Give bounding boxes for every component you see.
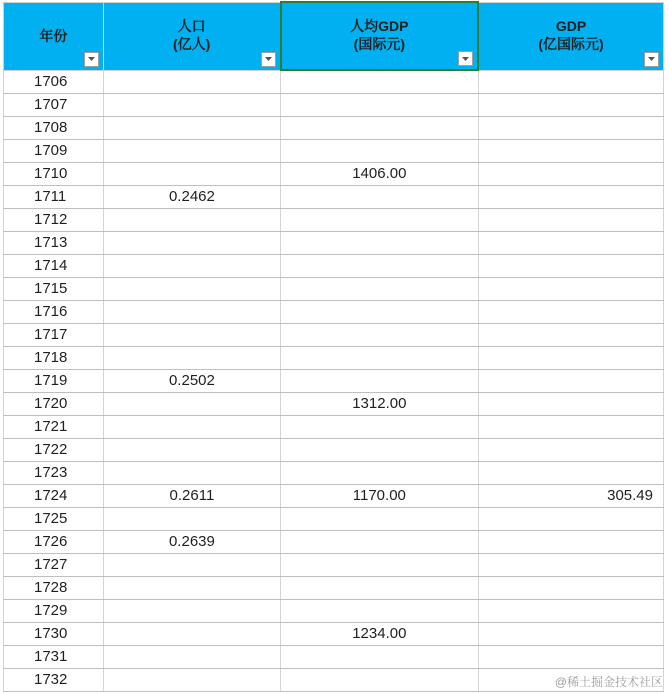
cell-gdp[interactable] <box>478 462 663 485</box>
cell-population[interactable] <box>103 669 280 692</box>
table-row <box>4 393 664 416</box>
dropdown-arrow-icon <box>264 56 273 62</box>
table-row <box>4 485 664 508</box>
table-row <box>4 531 664 554</box>
filter-dropdown-button-population[interactable] <box>261 52 276 67</box>
cell-gdp[interactable] <box>478 554 663 577</box>
filter-dropdown-button-gdp-per-capita[interactable] <box>458 51 473 66</box>
cell-population[interactable] <box>103 439 280 462</box>
header-gdp-per-capita-label: 人均GDP <box>350 18 409 34</box>
table-row <box>4 324 664 347</box>
cell-gdp[interactable] <box>478 117 663 140</box>
cell-year[interactable]: 1716 <box>4 301 104 324</box>
table-row <box>4 140 664 163</box>
cell-year[interactable]: 1725 <box>4 508 104 531</box>
cell-gdp[interactable] <box>478 531 663 554</box>
table-row <box>4 232 664 255</box>
header-population-unit: (亿人) <box>173 35 211 52</box>
cell-population[interactable] <box>103 70 280 94</box>
cell-year[interactable]: 1721 <box>4 416 104 439</box>
cell-population[interactable] <box>103 94 280 117</box>
cell-gdp-per-capita[interactable] <box>281 370 478 393</box>
dropdown-arrow-icon <box>87 56 96 62</box>
cell-gdp-per-capita[interactable] <box>281 70 478 94</box>
table-row <box>4 255 664 278</box>
cell-population[interactable] <box>103 140 280 163</box>
table-row <box>4 94 664 117</box>
cell-gdp[interactable] <box>478 140 663 163</box>
cell-population[interactable] <box>103 209 280 232</box>
table-row <box>4 600 664 623</box>
cell-year[interactable]: 1715 <box>4 278 104 301</box>
cell-year[interactable]: 1727 <box>4 554 104 577</box>
header-row <box>4 2 664 70</box>
cell-year[interactable]: 1710 <box>4 163 104 186</box>
cell-population[interactable] <box>103 508 280 531</box>
table-row <box>4 439 664 462</box>
cell-gdp-per-capita[interactable] <box>281 301 478 324</box>
table-row <box>4 508 664 531</box>
cell-gdp-per-capita[interactable] <box>281 531 478 554</box>
cell-gdp-per-capita[interactable] <box>281 347 478 370</box>
cell-year[interactable]: 1723 <box>4 462 104 485</box>
cell-gdp[interactable] <box>478 623 663 646</box>
cell-population[interactable] <box>103 301 280 324</box>
cell-population[interactable]: 0.2462 <box>103 186 280 209</box>
table-row <box>4 554 664 577</box>
table-row <box>4 301 664 324</box>
cell-gdp-per-capita[interactable] <box>281 94 478 117</box>
cell-gdp[interactable] <box>478 255 663 278</box>
cell-year[interactable]: 1711 <box>4 186 104 209</box>
cell-population[interactable] <box>103 600 280 623</box>
table-row <box>4 416 664 439</box>
cell-gdp-per-capita[interactable] <box>281 600 478 623</box>
table-row <box>4 278 664 301</box>
cell-population[interactable] <box>103 393 280 416</box>
cell-gdp[interactable] <box>478 508 663 531</box>
cell-gdp-per-capita[interactable]: 1234.00 <box>281 623 478 646</box>
header-population[interactable] <box>103 2 280 70</box>
cell-population[interactable] <box>103 646 280 669</box>
cell-population[interactable]: 0.2502 <box>103 370 280 393</box>
cell-year[interactable]: 1728 <box>4 577 104 600</box>
cell-year[interactable]: 1719 <box>4 370 104 393</box>
cell-gdp[interactable] <box>478 347 663 370</box>
cell-population[interactable] <box>103 623 280 646</box>
cell-year[interactable]: 1724 <box>4 485 104 508</box>
cell-year[interactable]: 1732 <box>4 669 104 692</box>
cell-gdp-per-capita[interactable] <box>281 209 478 232</box>
cell-year[interactable]: 1706 <box>4 70 104 94</box>
table-row <box>4 163 664 186</box>
cell-gdp-per-capita[interactable] <box>281 416 478 439</box>
cell-year[interactable]: 1714 <box>4 255 104 278</box>
dropdown-arrow-icon <box>647 56 656 62</box>
cell-gdp-per-capita[interactable] <box>281 508 478 531</box>
cell-gdp-per-capita[interactable]: 1406.00 <box>281 163 478 186</box>
cell-gdp-per-capita[interactable] <box>281 255 478 278</box>
spreadsheet-table <box>3 1 664 692</box>
cell-gdp-per-capita[interactable] <box>281 186 478 209</box>
header-gdp-per-capita[interactable] <box>281 2 478 70</box>
cell-population[interactable] <box>103 577 280 600</box>
table-row <box>4 117 664 140</box>
cell-gdp[interactable] <box>478 370 663 393</box>
cell-gdp-per-capita[interactable] <box>281 278 478 301</box>
watermark: @稀土掘金技术社区 <box>554 675 663 689</box>
cell-gdp[interactable] <box>478 577 663 600</box>
cell-gdp-per-capita[interactable] <box>281 232 478 255</box>
header-population-label: 人口 <box>177 17 206 34</box>
cell-gdp[interactable] <box>478 393 663 416</box>
cell-gdp-per-capita[interactable] <box>281 117 478 140</box>
cell-gdp[interactable] <box>478 278 663 301</box>
cell-gdp-per-capita[interactable] <box>281 669 478 692</box>
cell-population[interactable] <box>103 462 280 485</box>
table-row <box>4 370 664 393</box>
table-row <box>4 577 664 600</box>
cell-population[interactable] <box>103 232 280 255</box>
cell-gdp[interactable] <box>478 209 663 232</box>
cell-gdp[interactable] <box>478 163 663 186</box>
cell-year[interactable]: 1717 <box>4 324 104 347</box>
cell-population[interactable] <box>103 324 280 347</box>
table-row <box>4 186 664 209</box>
cell-gdp-per-capita[interactable] <box>281 439 478 462</box>
cell-gdp-per-capita[interactable] <box>281 646 478 669</box>
cell-year[interactable]: 1709 <box>4 140 104 163</box>
cell-year[interactable]: 1731 <box>4 646 104 669</box>
cell-gdp[interactable] <box>478 416 663 439</box>
cell-gdp-per-capita[interactable] <box>281 140 478 163</box>
cell-gdp[interactable] <box>478 646 663 669</box>
cell-population[interactable] <box>103 278 280 301</box>
header-gdp-unit: (亿国际元) <box>538 35 604 52</box>
cell-year[interactable]: 1712 <box>4 209 104 232</box>
cell-gdp[interactable] <box>478 70 663 94</box>
cell-gdp[interactable] <box>478 324 663 347</box>
cell-year[interactable]: 1708 <box>4 117 104 140</box>
cell-gdp[interactable] <box>478 301 663 324</box>
cell-population[interactable] <box>103 163 280 186</box>
cell-year[interactable]: 1722 <box>4 439 104 462</box>
cell-gdp[interactable] <box>478 232 663 255</box>
cell-gdp[interactable] <box>478 439 663 462</box>
cell-year[interactable]: 1726 <box>4 531 104 554</box>
cell-population[interactable] <box>103 554 280 577</box>
cell-year[interactable]: 1713 <box>4 232 104 255</box>
cell-gdp-per-capita[interactable] <box>281 324 478 347</box>
cell-population[interactable]: 0.2611 <box>103 485 280 508</box>
header-year-label: 年份 <box>39 27 68 44</box>
header-gdp-label: GDP <box>555 17 587 34</box>
filter-dropdown-button-year[interactable] <box>84 52 99 67</box>
cell-year[interactable]: 1718 <box>4 347 104 370</box>
dropdown-arrow-icon <box>461 56 470 62</box>
header-year[interactable] <box>4 2 104 70</box>
cell-year[interactable]: 1730 <box>4 623 104 646</box>
header-gdp-per-capita-unit: (国际元) <box>353 36 405 52</box>
cell-gdp-per-capita[interactable] <box>281 577 478 600</box>
cell-gdp-per-capita[interactable] <box>281 462 478 485</box>
table-row <box>4 646 664 669</box>
cell-year[interactable]: 1720 <box>4 393 104 416</box>
cell-population[interactable] <box>103 416 280 439</box>
cell-population[interactable] <box>103 347 280 370</box>
filter-dropdown-button-gdp[interactable] <box>644 52 659 67</box>
cell-gdp[interactable] <box>478 600 663 623</box>
cell-gdp-per-capita[interactable]: 1312.00 <box>281 393 478 416</box>
header-gdp[interactable] <box>478 2 663 70</box>
cell-year[interactable]: 1729 <box>4 600 104 623</box>
cell-gdp[interactable]: 305.49 <box>478 485 663 508</box>
cell-year[interactable]: 1707 <box>4 94 104 117</box>
cell-gdp-per-capita[interactable]: 1170.00 <box>281 485 478 508</box>
table-row <box>4 70 664 94</box>
table-row <box>4 623 664 646</box>
table-row <box>4 209 664 232</box>
cell-gdp[interactable] <box>478 94 663 117</box>
cell-population[interactable]: 0.2639 <box>103 531 280 554</box>
cell-gdp-per-capita[interactable] <box>281 554 478 577</box>
table-row <box>4 462 664 485</box>
cell-population[interactable] <box>103 255 280 278</box>
cell-gdp[interactable] <box>478 186 663 209</box>
cell-population[interactable] <box>103 117 280 140</box>
table-row <box>4 347 664 370</box>
